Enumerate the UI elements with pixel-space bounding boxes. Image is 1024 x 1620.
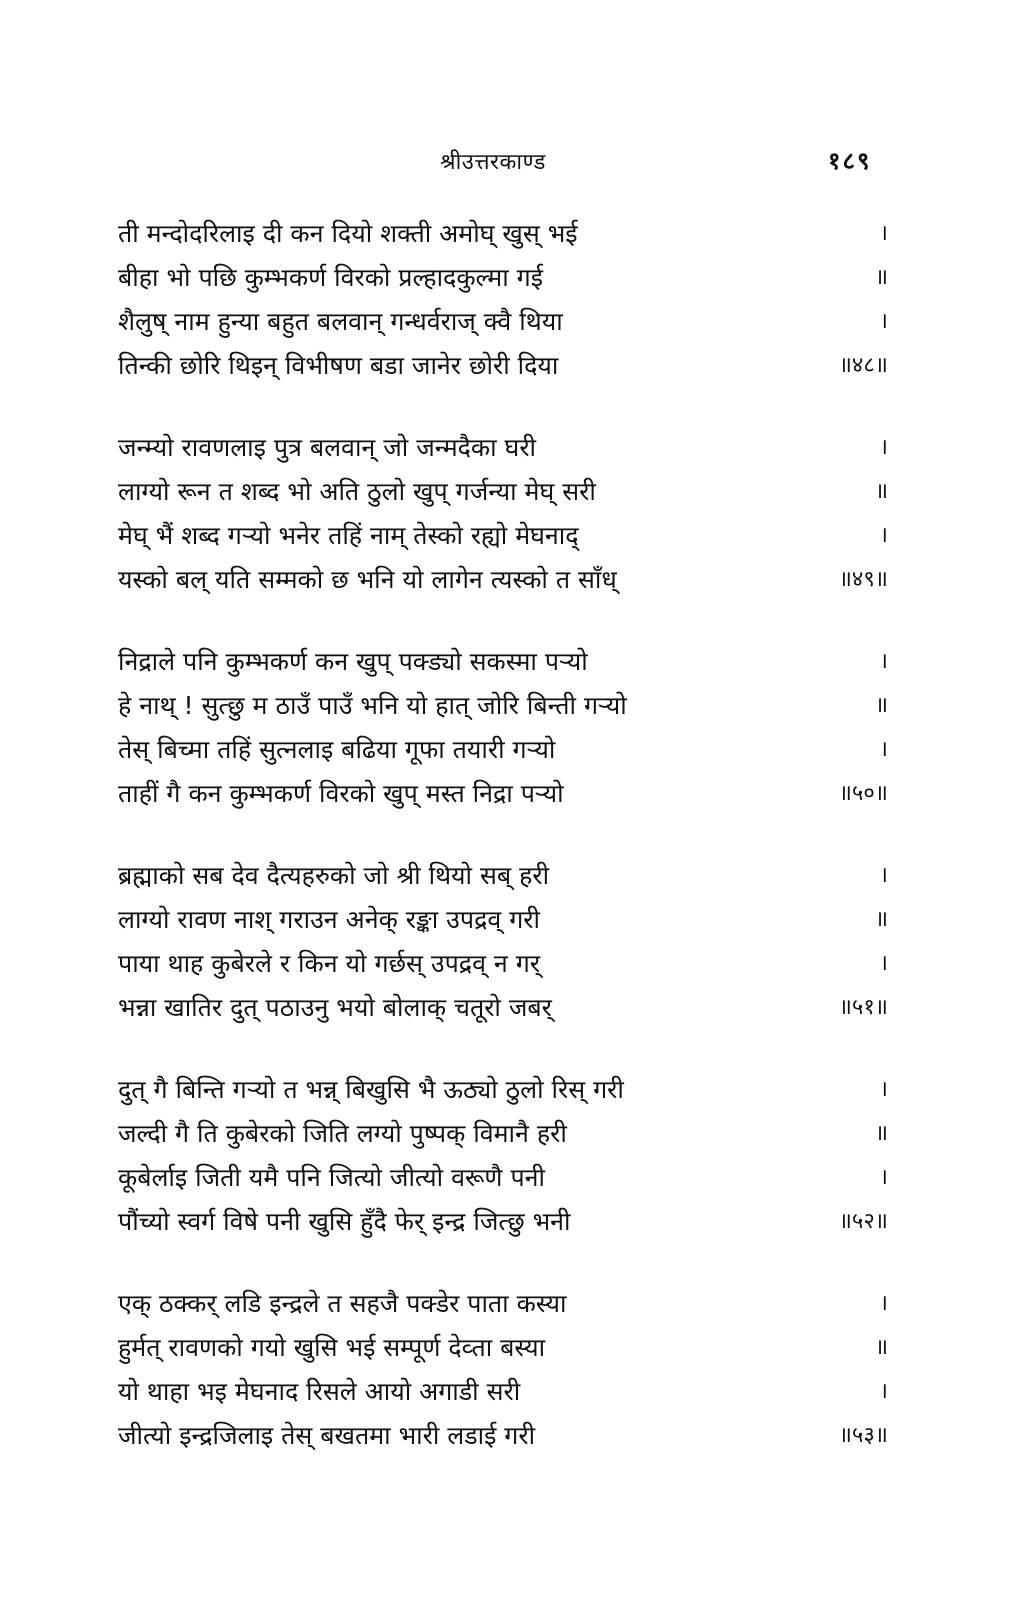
verse-line [118, 898, 888, 942]
verse-stanza [118, 1282, 888, 1458]
verse-line [118, 1112, 888, 1156]
verse-line [118, 854, 888, 898]
verse-stanza [118, 426, 888, 602]
verse-line [118, 640, 888, 684]
verse-line [118, 344, 888, 388]
verse-line-text: एक् ठक्कर् लडि इन्द्रले त सहजै पक्डेर पाता कस्या [118, 1289, 567, 1318]
verse-line-text: लाग्यो रून त शब्द भो अति ठुलो खुप् गर्जन्या मेघ् सरी [118, 477, 596, 506]
verse-line-text: ती मन्दोदरिलाइ दी कन दियो शक्ती अमोघ् खुस् भई [118, 219, 578, 248]
verse-line [118, 684, 888, 728]
verse-line [118, 1200, 888, 1244]
verse-line-end-mark: ॥ [874, 479, 888, 504]
verse-line-text: ताहीं गै कन कुम्भकर्ण विरको खुप् मस्त निद्रा पऱ्यो [118, 779, 564, 808]
verse-line-text: पौंच्यो स्वर्ग विषे पनी खुसि हुँदै फेर् इन्द्र जित्छु भनी [118, 1207, 571, 1236]
verse-line-end-mark: ॥ [874, 693, 888, 718]
verse-line-text: जल्दी गै ति कुबेरको जिति लग्यो पुष्पक् विमानै हरी [118, 1119, 567, 1148]
verse-line [118, 212, 888, 256]
verse-line-end-mark: ॥५१॥ [838, 995, 888, 1020]
verse-line-text: जीत्यो इन्द्रजिलाइ तेस् बखतमा भारी लडाई गरी [118, 1421, 536, 1450]
verse-line-text: पाया थाह कुबेरले र किन यो गर्छस् उपद्रव् न गर् [118, 949, 541, 978]
verse-line [118, 470, 888, 514]
verse-line [118, 986, 888, 1030]
verse-line-end-mark: । [879, 221, 888, 246]
verse-line-text: कूबेर्लाइ जिती यमै पनि जित्यो जीत्यो वरूणै पनी [118, 1163, 546, 1192]
verse-line [118, 1414, 888, 1458]
verse-line-end-mark: ॥ [874, 1121, 888, 1146]
verse-stanza [118, 640, 888, 816]
verse-line-text: जन्म्यो रावणलाइ पुत्र बलवान् जो जन्मदैका घरी [118, 433, 537, 462]
verse-line [118, 558, 888, 602]
verse-stanza [118, 854, 888, 1030]
verse-line [118, 300, 888, 344]
verse-line-text: हुर्मत् रावणको गयो खुसि भई सम्पूर्ण देव्ता बस्या [118, 1333, 546, 1362]
verse-line-text: भन्ना खातिर दुत् पठाउनु भयो बोलाक् चतूरो जबर् [118, 993, 552, 1022]
verse-line [118, 426, 888, 470]
verse-line-end-mark: । [879, 649, 888, 674]
verse-line-text: यो थाहा भइ मेघनाद रिसले आयो अगाडी सरी [118, 1377, 521, 1406]
verse-line-end-mark: ॥४९॥ [838, 567, 888, 592]
verse-line [118, 1068, 888, 1112]
verse-line-text: तेस् बिच्मा तहिं सुत्नलाइ बढिया गूफा तयारी गऱ्यो [118, 735, 556, 764]
verse-line-end-mark: । [879, 523, 888, 548]
running-head: श्रीउत्तरकाण्ड [440, 150, 546, 175]
verse-line-end-mark: । [879, 1165, 888, 1190]
verse-line-text: ब्रह्माको सब देव दैत्यहरुको जो श्री थियो सब् हरी [118, 861, 550, 890]
verse-line [118, 1156, 888, 1200]
verse-line [118, 1282, 888, 1326]
verse-line-end-mark: । [879, 1077, 888, 1102]
verse-line-text: तिन्की छोरि थिइन् विभीषण बडा जानेर छोरी दिया [118, 351, 559, 380]
verse-line-text: यस्को बल् यति सम्मको छ भनि यो लागेन त्यस्को त साँध् [118, 565, 617, 594]
verse-line-text: बीहा भो पछि कुम्भकर्ण विरको प्रल्हादकुल्मा गई [118, 263, 544, 292]
verse-line-end-mark: ॥५२॥ [838, 1209, 888, 1234]
verse-stanza [118, 1068, 888, 1244]
verse-line-text: हे नाथ् ! सुत्छु म ठाउँ पाउँ भनि यो हात् जोरि बिन्ती गऱ्यो [118, 691, 627, 720]
verse-line-end-mark: । [879, 737, 888, 762]
verse-line-text: मेघ् भैं शब्द गऱ्यो भनेर तहिं नाम् तेस्को रह्यो मेघनाद् [118, 521, 579, 550]
verse-line-end-mark: ॥ [874, 265, 888, 290]
verse-line-end-mark: ॥४८॥ [838, 353, 888, 378]
verse-line-text: दुत् गै बिन्ति गऱ्यो त भन्न् बिखुसि भै ऊठ्यो ठुलो रिस् गरी [118, 1075, 624, 1104]
verse-line-end-mark: । [879, 309, 888, 334]
verse-line-end-mark: । [879, 1291, 888, 1316]
verse-stanza [118, 212, 888, 388]
verse-line-end-mark: । [879, 1379, 888, 1404]
verse-line-end-mark: । [879, 435, 888, 460]
verse-line [118, 942, 888, 986]
verse-line-end-mark: । [879, 951, 888, 976]
verse-line-end-mark: ॥ [874, 1335, 888, 1360]
verse-line-end-mark: ॥५०॥ [838, 781, 888, 806]
verse-line-text: लाग्यो रावण नाश् गराउन अनेक् रङ्का उपद्रव् गरी [118, 905, 540, 934]
verse-line [118, 256, 888, 300]
verse-line [118, 514, 888, 558]
verse-line-text: शैलुष् नाम हुन्या बहुत बलवान् गन्धर्वराज् क्वै थिया [118, 307, 563, 336]
verse-line-end-mark: । [879, 863, 888, 888]
verse-line [118, 1370, 888, 1414]
verse-line [118, 728, 888, 772]
page-number: १८९ [828, 147, 872, 175]
verse-line-end-mark: ॥५३॥ [838, 1423, 888, 1448]
verse-line-text: निद्राले पनि कुम्भकर्ण कन खुप् पक्ड्यो सकस्मा पऱ्यो [118, 647, 588, 676]
verse-line [118, 1326, 888, 1370]
verse-line-end-mark: ॥ [874, 907, 888, 932]
verse-body [118, 212, 888, 1496]
verse-line [118, 772, 888, 816]
